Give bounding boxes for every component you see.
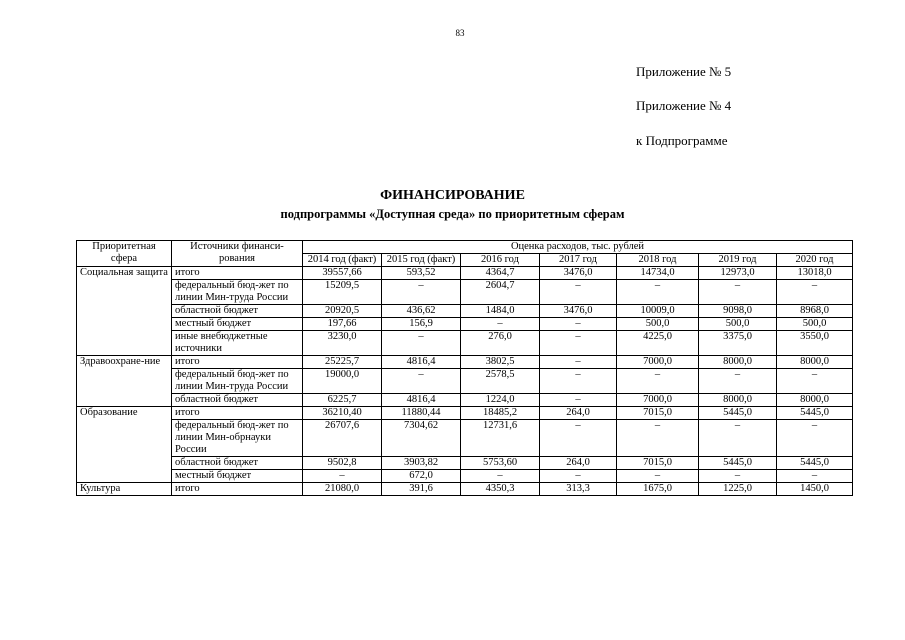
- value-cell: –: [699, 369, 777, 394]
- value-cell: 8000,0: [699, 394, 777, 407]
- value-cell: –: [461, 470, 540, 483]
- value-cell: –: [617, 369, 699, 394]
- value-cell: 7015,0: [617, 457, 699, 470]
- header-estimate: Оценка расходов, тыс. рублей: [303, 241, 853, 254]
- source-cell: федеральный бюд-жет по линии Мин-труда России: [172, 280, 303, 305]
- table-row: [77, 457, 853, 470]
- appendix-line-3: к Подпрограмме: [636, 133, 728, 148]
- header-sphere: Приоритетная сфера: [77, 241, 172, 267]
- value-cell: 8000,0: [777, 356, 853, 369]
- value-cell: –: [777, 420, 853, 457]
- sphere-cell: Здравоохране-ние: [77, 356, 172, 407]
- value-cell: 8968,0: [777, 305, 853, 318]
- value-cell: 1675,0: [617, 483, 699, 496]
- financing-table: [76, 240, 853, 496]
- header-year: 2019 год: [699, 254, 777, 267]
- value-cell: 6225,7: [303, 394, 382, 407]
- value-cell: 264,0: [540, 457, 617, 470]
- source-cell: областной бюджет: [172, 305, 303, 318]
- source-cell: местный бюджет: [172, 318, 303, 331]
- value-cell: 7304,62: [382, 420, 461, 457]
- value-cell: –: [540, 369, 617, 394]
- table-row: [77, 331, 853, 356]
- value-cell: 313,3: [540, 483, 617, 496]
- value-cell: 391,6: [382, 483, 461, 496]
- value-cell: 1450,0: [777, 483, 853, 496]
- value-cell: –: [382, 369, 461, 394]
- value-cell: 9098,0: [699, 305, 777, 318]
- table-row: [77, 369, 853, 394]
- appendix-line-1: Приложение № 5: [636, 64, 732, 79]
- header-year: 2020 год: [777, 254, 853, 267]
- value-cell: –: [617, 420, 699, 457]
- value-cell: 7015,0: [617, 407, 699, 420]
- value-cell: 1484,0: [461, 305, 540, 318]
- value-cell: 672,0: [382, 470, 461, 483]
- value-cell: 5753,60: [461, 457, 540, 470]
- sphere-cell: Социальная защита: [77, 267, 172, 356]
- table-row: [77, 280, 853, 305]
- header-year: 2017 год: [540, 254, 617, 267]
- document-title: ФИНАНСИРОВАНИЕ: [380, 188, 525, 203]
- value-cell: 3375,0: [699, 331, 777, 356]
- value-cell: –: [699, 420, 777, 457]
- table-header-row: [77, 241, 853, 254]
- value-cell: 500,0: [699, 318, 777, 331]
- value-cell: 39557,66: [303, 267, 382, 280]
- value-cell: 36210,40: [303, 407, 382, 420]
- page-number: 83: [455, 28, 465, 38]
- value-cell: 12731,6: [461, 420, 540, 457]
- value-cell: 8000,0: [777, 394, 853, 407]
- source-cell: иные внебюджетные источники: [172, 331, 303, 356]
- value-cell: 2604,7: [461, 280, 540, 305]
- source-cell: федеральный бюд-жет по линии Мин-обрнауки России: [172, 420, 303, 457]
- value-cell: 5445,0: [699, 457, 777, 470]
- sphere-cell: Культура: [77, 483, 172, 496]
- value-cell: 4225,0: [617, 331, 699, 356]
- value-cell: –: [540, 470, 617, 483]
- value-cell: 500,0: [617, 318, 699, 331]
- table-body: [77, 267, 853, 496]
- value-cell: 7000,0: [617, 394, 699, 407]
- value-cell: 19000,0: [303, 369, 382, 394]
- value-cell: –: [617, 280, 699, 305]
- source-cell: итого: [172, 483, 303, 496]
- value-cell: 3802,5: [461, 356, 540, 369]
- value-cell: 20920,5: [303, 305, 382, 318]
- table-row: [77, 394, 853, 407]
- value-cell: –: [699, 470, 777, 483]
- value-cell: 5445,0: [777, 407, 853, 420]
- value-cell: –: [382, 331, 461, 356]
- value-cell: 4350,3: [461, 483, 540, 496]
- appendix-line-2: Приложение № 4: [636, 98, 732, 113]
- value-cell: 3476,0: [540, 305, 617, 318]
- value-cell: 276,0: [461, 331, 540, 356]
- value-cell: 9502,8: [303, 457, 382, 470]
- source-cell: областной бюджет: [172, 394, 303, 407]
- value-cell: –: [540, 331, 617, 356]
- value-cell: 2578,5: [461, 369, 540, 394]
- value-cell: –: [382, 280, 461, 305]
- value-cell: 3476,0: [540, 267, 617, 280]
- table-row: [77, 407, 853, 420]
- header-year: 2018 год: [617, 254, 699, 267]
- value-cell: 500,0: [777, 318, 853, 331]
- source-cell: областной бюджет: [172, 457, 303, 470]
- value-cell: –: [617, 470, 699, 483]
- value-cell: 4816,4: [382, 394, 461, 407]
- value-cell: 7000,0: [617, 356, 699, 369]
- value-cell: 15209,5: [303, 280, 382, 305]
- value-cell: –: [540, 356, 617, 369]
- value-cell: 10009,0: [617, 305, 699, 318]
- value-cell: –: [777, 280, 853, 305]
- value-cell: 4816,4: [382, 356, 461, 369]
- value-cell: –: [461, 318, 540, 331]
- document-subtitle: подпрограммы «Доступная среда» по приоритетным сферам: [280, 207, 625, 221]
- value-cell: –: [777, 369, 853, 394]
- table-row: [77, 318, 853, 331]
- table-row: [77, 470, 853, 483]
- table-row: [77, 483, 853, 496]
- value-cell: –: [540, 318, 617, 331]
- sphere-cell: Образование: [77, 407, 172, 483]
- value-cell: –: [540, 394, 617, 407]
- value-cell: 13018,0: [777, 267, 853, 280]
- source-cell: итого: [172, 407, 303, 420]
- header-year: 2015 год (факт): [382, 254, 461, 267]
- value-cell: –: [303, 470, 382, 483]
- value-cell: 18485,2: [461, 407, 540, 420]
- value-cell: 4364,7: [461, 267, 540, 280]
- value-cell: 25225,7: [303, 356, 382, 369]
- value-cell: –: [777, 470, 853, 483]
- table-row: [77, 356, 853, 369]
- source-cell: федеральный бюд-жет по линии Мин-труда России: [172, 369, 303, 394]
- table-row: [77, 267, 853, 280]
- value-cell: –: [540, 280, 617, 305]
- value-cell: 5445,0: [699, 407, 777, 420]
- value-cell: 5445,0: [777, 457, 853, 470]
- value-cell: 26707,6: [303, 420, 382, 457]
- value-cell: 14734,0: [617, 267, 699, 280]
- value-cell: 3903,82: [382, 457, 461, 470]
- value-cell: 1224,0: [461, 394, 540, 407]
- value-cell: 197,66: [303, 318, 382, 331]
- value-cell: 1225,0: [699, 483, 777, 496]
- value-cell: 3550,0: [777, 331, 853, 356]
- table-row: [77, 305, 853, 318]
- source-cell: итого: [172, 356, 303, 369]
- header-year: 2014 год (факт): [303, 254, 382, 267]
- value-cell: 593,52: [382, 267, 461, 280]
- value-cell: 156,9: [382, 318, 461, 331]
- header-year: 2016 год: [461, 254, 540, 267]
- value-cell: 436,62: [382, 305, 461, 318]
- value-cell: 11880,44: [382, 407, 461, 420]
- source-cell: местный бюджет: [172, 470, 303, 483]
- value-cell: 12973,0: [699, 267, 777, 280]
- value-cell: –: [699, 280, 777, 305]
- value-cell: 21080,0: [303, 483, 382, 496]
- value-cell: –: [540, 420, 617, 457]
- table-row: [77, 420, 853, 457]
- source-cell: итого: [172, 267, 303, 280]
- value-cell: 3230,0: [303, 331, 382, 356]
- header-source: Источники финанси-рования: [172, 241, 303, 267]
- value-cell: 264,0: [540, 407, 617, 420]
- value-cell: 8000,0: [699, 356, 777, 369]
